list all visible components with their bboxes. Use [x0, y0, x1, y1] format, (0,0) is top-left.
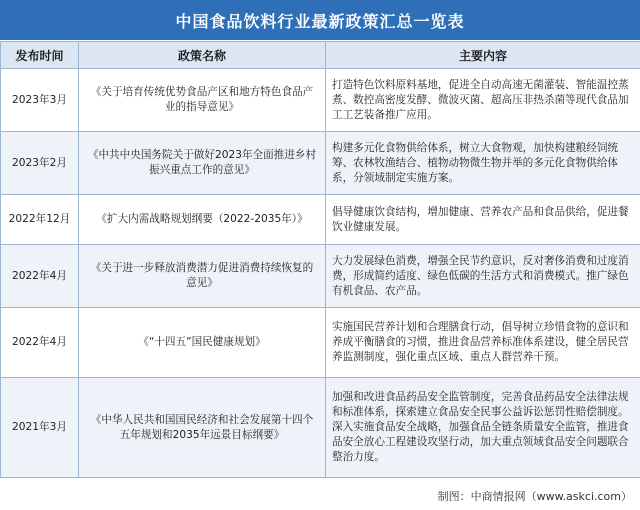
table-row: [1, 195, 640, 245]
table-row: [1, 69, 640, 132]
header-policy-name: 政策名称: [79, 42, 326, 69]
table-row: [1, 132, 640, 195]
row-content: 倡导健康饮食结构，增加健康、营养农产品和食品供给，促进餐饮业健康发展。: [326, 195, 640, 245]
row-content: 大力发展绿色消费，增强全民节约意识，反对奢侈消费和过度消费，形成简约适度、绿色低碳的生活方式和消费模式。推广绿色有机食品、农产品。: [326, 245, 640, 308]
row-date: 2021年3月: [1, 378, 79, 478]
row-content: 构建多元化食物供给体系，树立大食物观，加快构建粮经饲统筹、农林牧渔结合、植物动物微生物并举的多元化食物供给体系，分领域制定实施方案。: [326, 132, 640, 195]
row-date: 2022年4月: [1, 308, 79, 378]
header-main-content: 主要内容: [326, 42, 640, 69]
row-content: 打造特色饮料原料基地，促进全自动高速无菌灌装、智能温控蒸煮、数控高密度发酵、微波灭菌、超高压非热杀菌等现代食品加工工艺装备推广应用。: [326, 69, 640, 132]
row-date: 2022年4月: [1, 245, 79, 308]
row-date: 2022年12月: [1, 195, 79, 245]
row-policy-name: 《中华人民共和国国民经济和社会发展第十四个五年规划和2035年远景目标纲要》: [79, 378, 326, 478]
row-policy-name: 《扩大内需战略规划纲要（2022-2035年）》: [79, 195, 326, 245]
table-row: [1, 308, 640, 378]
row-date: 2023年2月: [1, 132, 79, 195]
row-content: 实施国民营养计划和合理膳食行动，倡导树立珍惜食物的意识和养成平衡膳食的习惯，推进食品营养标准体系建设，健全居民营养监测制度，强化重点区域、重点人群营养干预。: [326, 308, 640, 378]
table-header-row: [1, 42, 640, 69]
page-title: 中国食品饮料行业最新政策汇总一览表: [0, 0, 640, 40]
row-content: 加强和改进食品药品安全监管制度，完善食品药品安全法律法规和标准体系，探索建立食品安全民事公益诉讼惩罚性赔偿制度。深入实施食品安全战略，加强食品全链条质量安全监管，推进食品安全放心工程建设攻坚行动，加大重点领域食品安全问题联合整治力度。: [326, 378, 640, 478]
row-policy-name: 《“十四五”国民健康规划》: [79, 308, 326, 378]
table-row: [1, 245, 640, 308]
table-row: [1, 378, 640, 478]
row-policy-name: 《关于培育传统优势食品产区和地方特色食品产业的指导意见》: [79, 69, 326, 132]
policy-table: [0, 41, 640, 478]
header-date: 发布时间: [1, 42, 79, 69]
row-date: 2023年3月: [1, 69, 79, 132]
source-caption: 制图：中商情报网（www.askci.com）: [437, 490, 632, 503]
row-policy-name: 《中共中央国务院关于做好2023年全面推进乡村振兴重点工作的意见》: [79, 132, 326, 195]
row-policy-name: 《关于进一步释放消费潜力促进消费持续恢复的意见》: [79, 245, 326, 308]
